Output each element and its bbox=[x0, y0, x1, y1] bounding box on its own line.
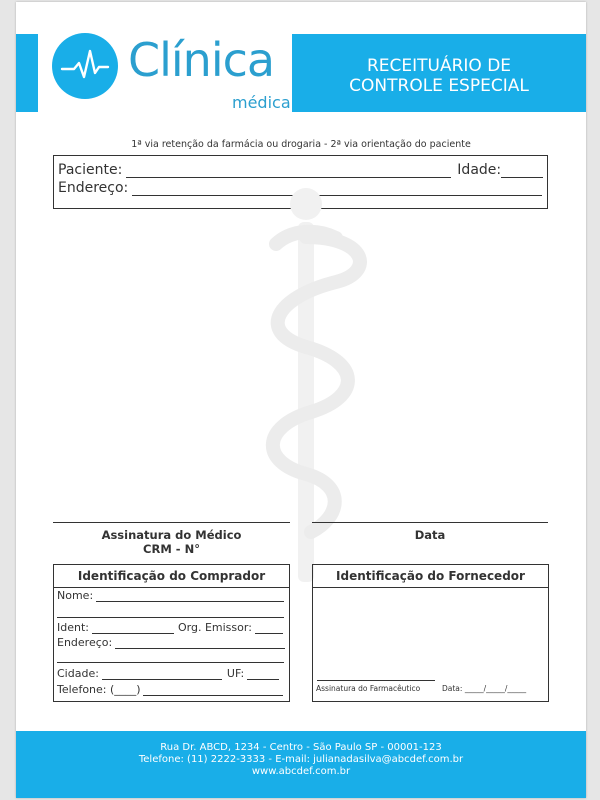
patient-name-row bbox=[58, 162, 544, 178]
supplier-title: Identificação do Fornecedor bbox=[336, 569, 525, 583]
buyer-address-field[interactable] bbox=[115, 637, 285, 649]
buyer-city-row bbox=[57, 667, 279, 680]
patient-name-field[interactable] bbox=[126, 163, 451, 178]
clinic-logo bbox=[52, 33, 312, 113]
buyer-title-divider bbox=[54, 587, 289, 588]
pharmacist-signature-label: Assinatura do Farmacêutico bbox=[316, 684, 421, 693]
buyer-address-label: Endereço: bbox=[57, 636, 113, 649]
buyer-name-row bbox=[57, 589, 284, 602]
buyer-phone-field[interactable] bbox=[143, 684, 283, 696]
patient-address-label: Endereço: bbox=[58, 180, 129, 196]
title-line-1: RECEITUÁRIO DE bbox=[366, 56, 512, 76]
buyer-address-field-2[interactable] bbox=[57, 651, 284, 663]
patient-age-field[interactable] bbox=[501, 163, 543, 178]
footer bbox=[16, 731, 586, 798]
buyer-phone-label: Telefone: (____) bbox=[57, 683, 141, 696]
supplier-title-divider bbox=[313, 587, 548, 588]
patient-name-label: Paciente: bbox=[58, 162, 123, 178]
date-line[interactable] bbox=[312, 522, 548, 523]
supplier-box bbox=[312, 564, 549, 702]
buyer-org-label: Org. Emissor: bbox=[178, 621, 252, 634]
buyer-ident-row bbox=[57, 621, 283, 634]
buyer-address-row-2 bbox=[57, 651, 284, 663]
buyer-name-field[interactable] bbox=[96, 590, 284, 602]
prescription-sheet bbox=[16, 2, 586, 798]
buyer-address-row bbox=[57, 636, 285, 649]
pharmacist-signature-line[interactable] bbox=[317, 680, 435, 681]
buyer-org-field[interactable] bbox=[255, 622, 283, 634]
buyer-ident-label: Ident: bbox=[57, 621, 89, 634]
footer-address: Rua Dr. ABCD, 1234 - Centro - São Paulo SP - 00001-123 bbox=[160, 742, 442, 753]
heartbeat-icon bbox=[52, 33, 118, 99]
buyer-name-field-2[interactable] bbox=[57, 606, 284, 618]
date-label: Data bbox=[414, 528, 446, 542]
copy-instructions: 1ª via retenção da farmácia ou drogaria - 2ª via orientação do paciente bbox=[131, 139, 471, 150]
buyer-title: Identificação do Comprador bbox=[77, 569, 266, 583]
patient-age-label: Idade: bbox=[457, 162, 502, 178]
buyer-uf-label: UF: bbox=[226, 667, 245, 680]
buyer-box bbox=[53, 564, 290, 702]
crm-label: CRM - N° bbox=[143, 542, 200, 556]
footer-website[interactable]: www.abcdef.com.br bbox=[251, 766, 351, 777]
buyer-city-field[interactable] bbox=[102, 668, 222, 680]
header-accent-bar bbox=[16, 34, 38, 112]
buyer-name-label: Nome: bbox=[57, 589, 94, 602]
buyer-city-label: Cidade: bbox=[57, 667, 99, 680]
buyer-phone-row bbox=[57, 683, 283, 696]
supplier-date-field[interactable]: Data: _____/_____/_____ bbox=[442, 684, 527, 693]
footer-contact: Telefone: (11) 2222-3333 - E-mail: julianadasilva@abcdef.com.br bbox=[138, 754, 464, 765]
logo-subtitle: médica bbox=[232, 93, 291, 112]
doctor-signature-label: Assinatura do Médico bbox=[101, 528, 242, 542]
buyer-ident-field[interactable] bbox=[92, 622, 174, 634]
logo-wordmark: Clínica bbox=[128, 33, 275, 87]
doctor-signature-line[interactable] bbox=[53, 522, 290, 523]
buyer-name-row-2 bbox=[57, 606, 284, 618]
title-line-2: CONTROLE ESPECIAL bbox=[349, 76, 529, 96]
buyer-uf-field[interactable] bbox=[247, 668, 279, 680]
document-title bbox=[292, 34, 586, 112]
